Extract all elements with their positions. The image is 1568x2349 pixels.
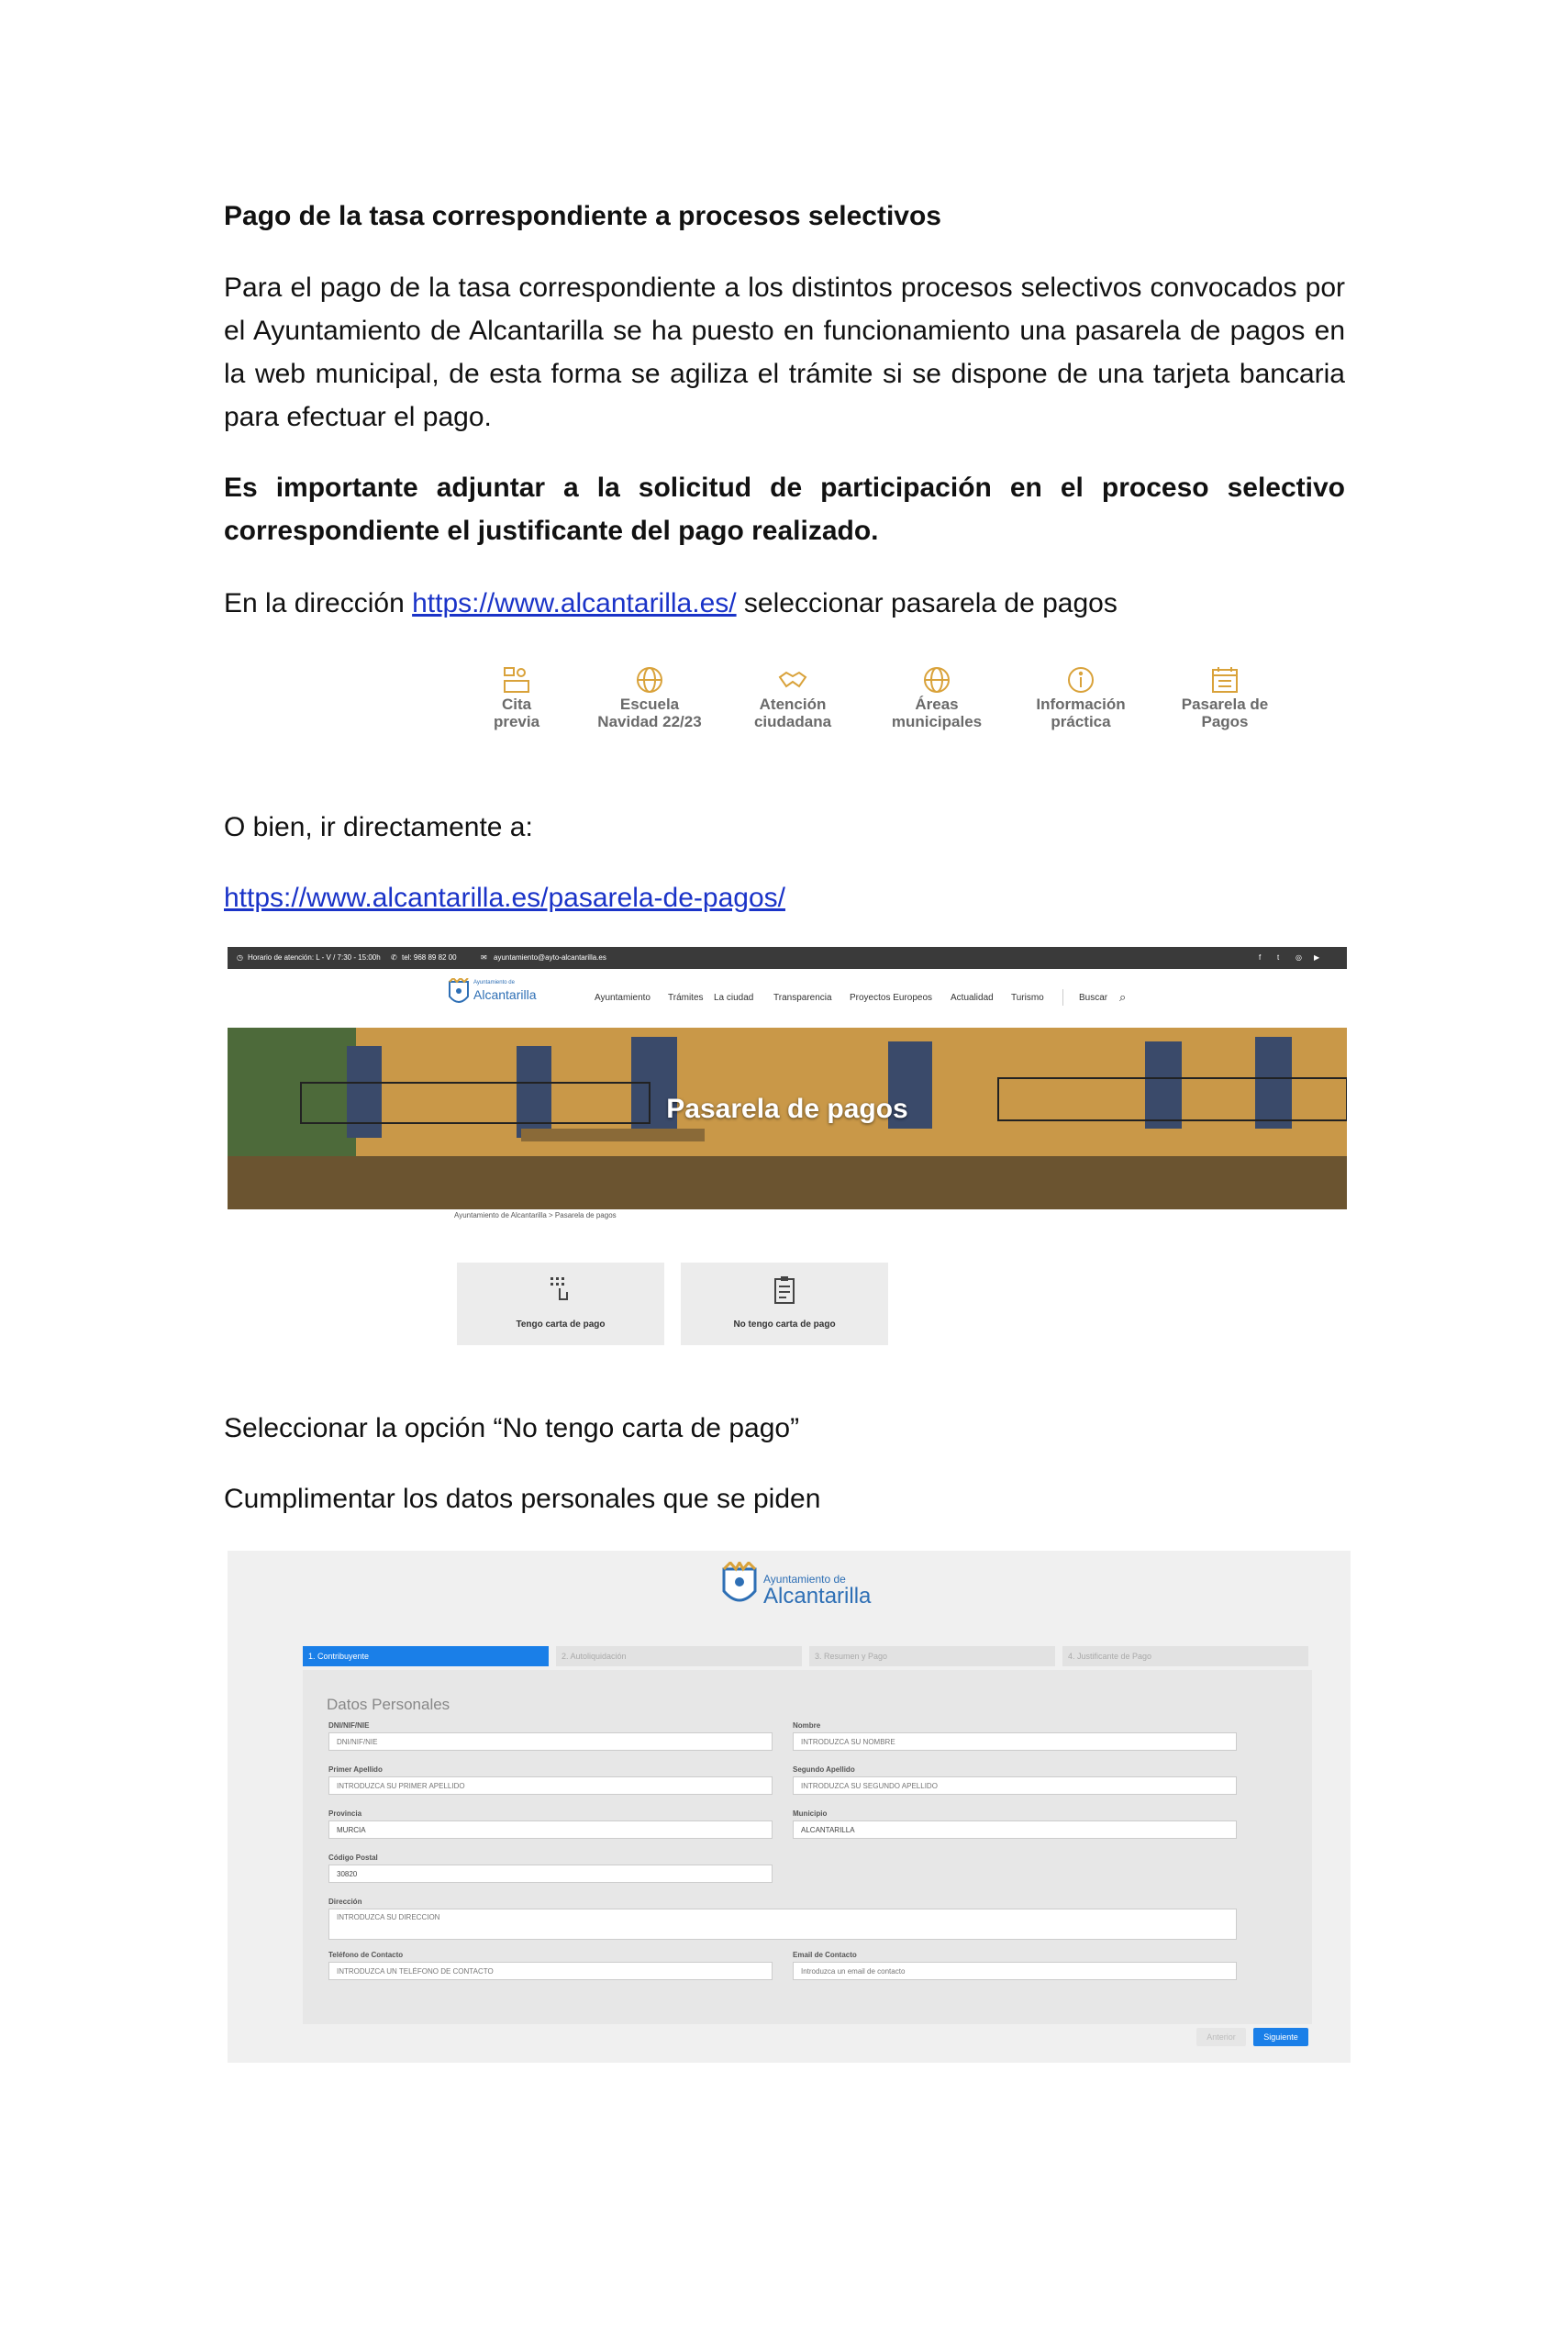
nav-divider [1062, 989, 1063, 1006]
nombre-label: Nombre [793, 1721, 821, 1730]
clipboard-icon [773, 1275, 796, 1305]
logo-small-text: Ayuntamiento de [473, 980, 515, 985]
crest-logo-icon [721, 1562, 758, 1611]
have-payment-letter-card[interactable] [457, 1263, 664, 1345]
youtube-icon[interactable]: ▶ [1314, 953, 1320, 962]
logo-text: Alcantarilla [763, 1584, 872, 1609]
nav-turismo[interactable]: Turismo [1011, 993, 1044, 1003]
primer-apellido-input[interactable] [328, 1776, 773, 1795]
shortcut-line2: Pagos [1201, 713, 1249, 730]
touch-keypad-icon [549, 1275, 573, 1305]
hero-title: Pasarela de pagos [666, 1094, 908, 1124]
hero-banner [228, 1028, 1347, 1209]
direct-link-paragraph [224, 876, 1345, 919]
appointment-icon [501, 664, 532, 696]
shortcut-atencion-ciudadana[interactable] [724, 664, 862, 730]
page-title: Pago de la tasa correspondiente a procesos selectivos [224, 201, 941, 231]
direccion-textarea[interactable] [328, 1909, 1237, 1940]
codigo-postal-input[interactable] [328, 1865, 773, 1883]
shortcut-line2: municipales [891, 713, 983, 730]
shortcut-line1: Áreas [915, 696, 959, 713]
contact-email[interactable]: ayuntamiento@ayto-alcantarilla.es [494, 953, 606, 962]
handshake-icon [777, 664, 808, 696]
top-info-bar [228, 947, 1347, 969]
segundo-apellido-label: Segundo Apellido [793, 1765, 855, 1774]
calendar-icon [1209, 664, 1240, 696]
shortcut-line1: Pasarela de [1181, 696, 1269, 713]
telefono-input[interactable] [328, 1962, 773, 1980]
address-prefix: En la dirección [224, 588, 413, 618]
nombre-input[interactable] [793, 1732, 1237, 1751]
dni-label: DNI/NIF/NIE [328, 1721, 370, 1730]
pasarela-link[interactable]: https://www.alcantarilla.es/pasarela-de-pagos/ [224, 883, 785, 913]
website-screenshot [228, 947, 1347, 1375]
step-resumen-pago[interactable]: 3. Resumen y Pago [809, 1646, 1055, 1666]
phone-number: tel: 968 89 82 00 [402, 953, 457, 962]
nav-ayuntamiento[interactable]: Ayuntamiento [595, 993, 651, 1003]
shortcut-line2: Navidad 22/23 [597, 713, 702, 730]
section-title: Datos Personales [327, 1696, 450, 1713]
logo-text: Alcantarilla [473, 987, 537, 1002]
next-button[interactable]: Siguiente [1253, 2028, 1308, 2046]
provincia-input[interactable] [328, 1820, 773, 1839]
step-justificante[interactable]: 4. Justificante de Pago [1062, 1646, 1308, 1666]
shortcut-line1: Escuela [619, 696, 680, 713]
shortcut-line1: Cita [501, 696, 532, 713]
wizard-steps [303, 1646, 1312, 1666]
telefono-label: Teléfono de Contacto [328, 1951, 404, 1959]
mail-icon: ✉ [481, 953, 487, 962]
address-suffix: seleccionar pasarela de pagos [736, 588, 1118, 618]
shortcut-line1: Atención [759, 696, 827, 713]
address-paragraph [224, 582, 1345, 625]
no-payment-letter-card[interactable] [681, 1263, 888, 1345]
important-note: Es importante adjuntar a la solicitud de participación en el proceso selectivo correspondiente el justificante del pago realizado. [224, 473, 1345, 546]
nav-proyectos-europeos[interactable]: Proyectos Europeos [850, 993, 933, 1003]
info-icon [1065, 664, 1096, 696]
personal-data-panel [303, 1670, 1312, 2024]
codigo-postal-label: Código Postal [328, 1854, 378, 1862]
payment-form-screenshot [228, 1551, 1351, 2063]
shortcut-cita-previa[interactable] [448, 664, 585, 730]
step-autoliquidacion[interactable]: 2. Autoliquidación [556, 1646, 802, 1666]
card-label: Tengo carta de pago [516, 1319, 606, 1330]
logo-small-text: Ayuntamiento de [763, 1573, 846, 1586]
clock-icon: ◷ [237, 953, 243, 962]
dni-input[interactable] [328, 1732, 773, 1751]
shortcut-row [448, 664, 1273, 765]
email-label: Email de Contacto [793, 1951, 857, 1959]
shortcut-pasarela-pagos[interactable] [1156, 664, 1294, 730]
shortcut-areas-municipales[interactable] [868, 664, 1006, 730]
email-input[interactable] [793, 1962, 1237, 1980]
breadcrumb: Ayuntamiento de Alcantarilla > Pasarela de pagos [454, 1211, 617, 1219]
facebook-icon[interactable]: f [1259, 953, 1262, 962]
intro-paragraph: Para el pago de la tasa correspondiente a los distintos procesos selectivos convocados por el Ayuntamiento de Alcantarilla se ha puesto en funcionamiento una pasarela de pagos en la web municipal, de esta forma se agiliza el trámite si se dispone de una tarjeta bancaria para efectuar el pago. [224, 273, 1345, 432]
shortcut-informacion-practica[interactable] [1012, 664, 1150, 730]
twitter-icon[interactable]: t [1277, 953, 1280, 962]
segundo-apellido-input[interactable] [793, 1776, 1237, 1795]
search-link[interactable]: Buscar [1079, 993, 1108, 1003]
shortcut-escuela-navidad[interactable] [581, 664, 718, 730]
instruction-fill-data: Cumplimentar los datos personales que se piden [224, 1484, 821, 1514]
provincia-label: Provincia [328, 1809, 362, 1818]
instagram-icon[interactable]: ◎ [1296, 953, 1302, 962]
nav-transparencia[interactable]: Transparencia [773, 993, 832, 1003]
nav-tramites[interactable]: Trámites [668, 993, 704, 1003]
alternative-paragraph: O bien, ir directamente a: [224, 812, 533, 842]
globe-icon [921, 664, 952, 696]
nav-actualidad[interactable]: Actualidad [951, 993, 994, 1003]
globe-icon [634, 664, 665, 696]
office-hours: Horario de atención: L - V / 7:30 - 15:00h [248, 953, 381, 962]
card-label: No tengo carta de pago [733, 1319, 836, 1330]
municipio-input[interactable] [793, 1820, 1237, 1839]
primer-apellido-label: Primer Apellido [328, 1765, 383, 1774]
previous-button[interactable]: Anterior [1196, 2028, 1246, 2046]
nav-la-ciudad[interactable]: La ciudad [714, 993, 754, 1003]
search-icon[interactable]: ⌕ [1119, 990, 1127, 1004]
instruction-select-option: Seleccionar la opción “No tengo carta de pago” [224, 1413, 800, 1443]
shortcut-line2: previa [493, 713, 540, 730]
phone-icon: ✆ [391, 953, 397, 962]
crest-logo-icon [448, 978, 470, 1009]
step-contribuyente[interactable]: 1. Contribuyente [303, 1646, 549, 1666]
shortcut-line2: ciudadana [753, 713, 832, 730]
shortcut-line2: práctica [1051, 713, 1111, 730]
site-link[interactable]: https://www.alcantarilla.es/ [412, 588, 737, 618]
direccion-label: Dirección [328, 1898, 362, 1906]
shortcut-line1: Información [1036, 696, 1126, 713]
municipio-label: Municipio [793, 1809, 828, 1818]
